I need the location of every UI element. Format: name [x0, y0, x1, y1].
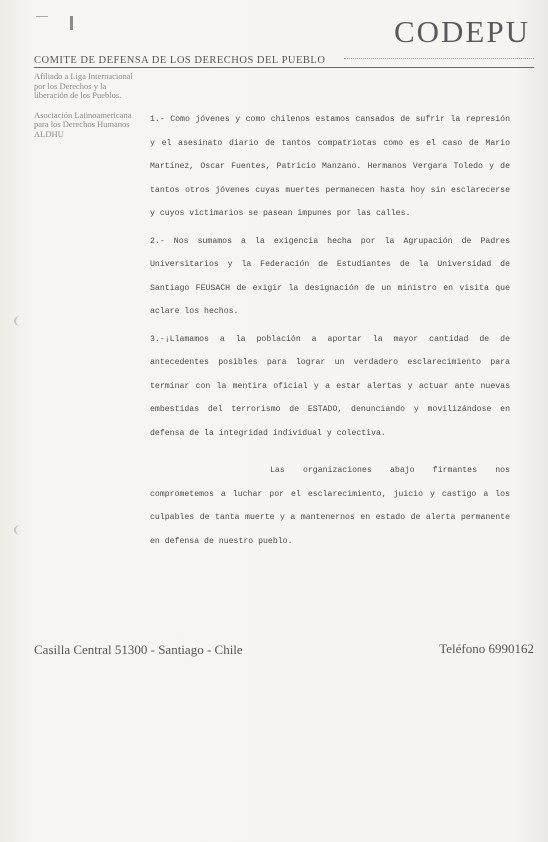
org-name-heading: COMITE DE DEFENSA DE LOS DERECHOS DEL PUEBLO	[34, 55, 534, 68]
letter-body	[150, 108, 510, 561]
paragraph-2: 2.- Nos sumamos a la exigencia hecha por la Agrupación de Padres Universitarios y la Federación de Estudiantes de la Universidad de Santiago FEUSACH de exigir la designación de un ministro en visita que aclare los hechos.	[150, 236, 510, 316]
footer-phone: Teléfono 6990162	[439, 641, 534, 656]
logo-text: CODEPU	[393, 14, 530, 49]
paragraph-3: 3.-¡Llamamos a la población a aportar la mayor cantidad de de antecedentes posibles para lograr un verdadero esclarecimiento para terminar con la mentira oficial y a estar alertas y actuar ante nuevas embestidas del terrorismo de ESTADO, denunciando y movilizándose en defensa de la integridad individual y colectiva.	[150, 334, 510, 438]
corner-tick	[70, 16, 73, 30]
affiliation-liga: Afiliado a Liga Internacional por los Derechos y la liberación de los Pueblos.	[34, 71, 133, 100]
closing-paragraph: Las organizaciones abajo firmantes nos comprometemos a luchar por el esclarecimiento, juicio y castigo a los culpables de tanta muerte y a mantenernos en estado de alerta permanente en defensa de nuestro pueblo.	[150, 466, 510, 546]
punch-hole-mark	[14, 316, 26, 326]
affiliation-aldhu: Asociación Latinoamericana para los Derechos Humanos ALDHU	[34, 109, 132, 139]
sidebar-affiliations	[34, 72, 134, 149]
punch-hole-mark	[14, 525, 26, 535]
corner-mark: —	[36, 8, 48, 22]
footer-address: Casilla Central 51300 - Santiago - Chile	[34, 642, 243, 657]
paragraph-1: 1.- Como jóvenes y como chilenos estamos cansados de sufrir la represión y el asesinato diario de tantos compatriotas como es el caso de Mario Martínez, Oscar Fuentes, Patricio Manzano. Hermanos Vergara Toledo y de tantos otros jóvenes cuyas muertes permanecen hasta hoy sin esclarecerse y cuyos victimarios se pasean impunes por las calles.	[150, 115, 510, 218]
dotted-rule	[344, 58, 534, 59]
